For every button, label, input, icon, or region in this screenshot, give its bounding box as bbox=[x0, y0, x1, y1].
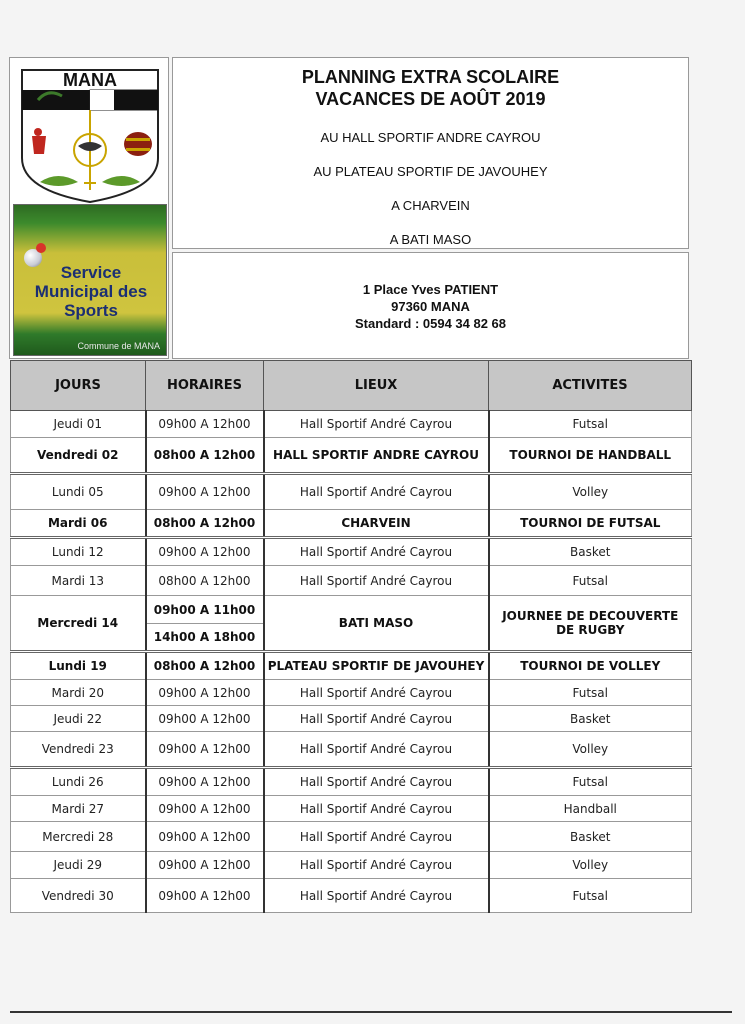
venue-4: A BATI MASO bbox=[389, 232, 472, 247]
cell-activite: JOURNEE DE DECOUVERTE DE RUGBY bbox=[489, 596, 692, 652]
address-line1: 1 Place Yves PATIENT bbox=[362, 282, 499, 297]
service-title bbox=[20, 263, 162, 320]
table-row bbox=[11, 879, 692, 913]
cell-jour: Lundi 05 bbox=[11, 474, 146, 510]
cell-activite: Futsal bbox=[489, 411, 692, 438]
cell-horaire: 09h00 A 12h00 bbox=[146, 538, 264, 566]
cell-activite: Futsal bbox=[489, 879, 692, 913]
cell-activite: TOURNOI DE VOLLEY bbox=[489, 652, 692, 680]
venue-3: A CHARVEIN bbox=[391, 198, 470, 213]
table-row bbox=[11, 566, 692, 596]
cell-lieu: CHARVEIN bbox=[264, 510, 489, 538]
table-row bbox=[11, 852, 692, 879]
service-line1: Service bbox=[60, 263, 122, 282]
title-panel bbox=[172, 57, 689, 249]
cell-jour: Vendredi 30 bbox=[11, 879, 146, 913]
venue-2: AU PLATEAU SPORTIF DE JAVOUHEY bbox=[313, 164, 548, 179]
cell-activite: Futsal bbox=[489, 680, 692, 706]
cell-lieu: Hall Sportif André Cayrou bbox=[264, 852, 489, 879]
cell-jour: Jeudi 01 bbox=[11, 411, 146, 438]
cell-lieu: Hall Sportif André Cayrou bbox=[264, 566, 489, 596]
cell-lieu: Hall Sportif André Cayrou bbox=[264, 680, 489, 706]
cell-horaire: 09h00 A 12h00 bbox=[146, 822, 264, 852]
table-row bbox=[11, 538, 692, 566]
address-panel bbox=[172, 252, 689, 359]
cell-activite: Basket bbox=[489, 822, 692, 852]
header-lieux: LIEUX bbox=[264, 361, 489, 411]
logo-panel bbox=[9, 57, 169, 359]
cell-lieu: Hall Sportif André Cayrou bbox=[264, 768, 489, 796]
cell-activite: Basket bbox=[489, 706, 692, 732]
service-sports-logo bbox=[13, 204, 167, 356]
cell-horaire: 09h00 A 12h00 bbox=[146, 879, 264, 913]
cell-jour: Mercredi 14 bbox=[11, 596, 146, 652]
cell-horaire: 09h00 A 12h00 bbox=[146, 411, 264, 438]
cell-activite: Futsal bbox=[489, 566, 692, 596]
header-activites: ACTIVITES bbox=[489, 361, 692, 411]
table-row bbox=[11, 796, 692, 822]
cell-horaire: 09h00 A 12h00 bbox=[146, 732, 264, 768]
address-phone: Standard : 0594 34 82 68 bbox=[354, 316, 507, 331]
table-header-row bbox=[11, 361, 692, 411]
cell-jour: Mardi 20 bbox=[11, 680, 146, 706]
table-row bbox=[11, 474, 692, 510]
cell-horaire: 08h00 A 12h00 bbox=[146, 510, 264, 538]
cell-jour: Jeudi 29 bbox=[11, 852, 146, 879]
service-line2: Municipal des bbox=[34, 282, 148, 301]
cell-lieu: Hall Sportif André Cayrou bbox=[264, 822, 489, 852]
cell-lieu: Hall Sportif André Cayrou bbox=[264, 796, 489, 822]
header-horaires: HORAIRES bbox=[146, 361, 264, 411]
cell-horaire: 08h00 A 12h00 bbox=[146, 438, 264, 474]
cell-jour: Mardi 06 bbox=[11, 510, 146, 538]
cell-lieu: HALL SPORTIF ANDRE CAYROU bbox=[264, 438, 489, 474]
cell-lieu: Hall Sportif André Cayrou bbox=[264, 538, 489, 566]
cell-activite: Volley bbox=[489, 852, 692, 879]
title-line2: VACANCES DE AOÛT 2019 bbox=[315, 89, 546, 109]
title-line1: PLANNING EXTRA SCOLAIRE bbox=[301, 67, 560, 87]
cell-jour: Mardi 13 bbox=[11, 566, 146, 596]
service-commune: Commune de MANA bbox=[77, 341, 160, 351]
cell-activite: Futsal bbox=[489, 768, 692, 796]
cell-horaire: 09h00 A 12h00 bbox=[146, 852, 264, 879]
ball-small-icon bbox=[36, 243, 46, 253]
cell-jour: Lundi 12 bbox=[11, 538, 146, 566]
cell-jour: Mardi 27 bbox=[11, 796, 146, 822]
service-line3: Sports bbox=[64, 301, 118, 320]
cell-lieu: BATI MASO bbox=[264, 596, 489, 652]
cell-jour: Mercredi 28 bbox=[11, 822, 146, 852]
cell-horaire: 09h00 A 12h00 bbox=[146, 680, 264, 706]
schedule-table bbox=[10, 360, 692, 913]
cell-jour: Vendredi 23 bbox=[11, 732, 146, 768]
cell-activite: Volley bbox=[489, 732, 692, 768]
table-row bbox=[11, 768, 692, 796]
cell-jour: Lundi 19 bbox=[11, 652, 146, 680]
cell-horaire: 09h00 A 12h00 bbox=[146, 768, 264, 796]
cell-horaire: 09h00 A 12h00 bbox=[146, 706, 264, 732]
table-row bbox=[11, 822, 692, 852]
cell-horaire: 09h00 A 11h00 bbox=[146, 596, 264, 624]
cell-horaire: 08h00 A 12h00 bbox=[146, 566, 264, 596]
cell-lieu: PLATEAU SPORTIF DE JAVOUHEY bbox=[264, 652, 489, 680]
cell-lieu: Hall Sportif André Cayrou bbox=[264, 732, 489, 768]
header-jours: JOURS bbox=[11, 361, 146, 411]
crest-name: MANA bbox=[63, 70, 117, 90]
cell-activite: TOURNOI DE HANDBALL bbox=[489, 438, 692, 474]
cell-activite: Basket bbox=[489, 538, 692, 566]
table-row bbox=[11, 680, 692, 706]
cell-jour: Lundi 26 bbox=[11, 768, 146, 796]
cell-lieu: Hall Sportif André Cayrou bbox=[264, 411, 489, 438]
cell-lieu: Hall Sportif André Cayrou bbox=[264, 706, 489, 732]
address-line2: 97360 MANA bbox=[391, 299, 470, 314]
table-row bbox=[11, 411, 692, 438]
page-title bbox=[173, 66, 688, 110]
cell-lieu: Hall Sportif André Cayrou bbox=[264, 474, 489, 510]
bottom-rule bbox=[10, 1011, 732, 1013]
table-row bbox=[11, 706, 692, 732]
cell-horaire: 08h00 A 12h00 bbox=[146, 652, 264, 680]
cell-horaire: 09h00 A 12h00 bbox=[146, 474, 264, 510]
cell-horaire: 14h00 A 18h00 bbox=[146, 624, 264, 652]
venue-1: AU HALL SPORTIF ANDRE CAYROU bbox=[320, 130, 541, 145]
cell-lieu: Hall Sportif André Cayrou bbox=[264, 879, 489, 913]
cell-horaire: 09h00 A 12h00 bbox=[146, 796, 264, 822]
cell-jour: Vendredi 02 bbox=[11, 438, 146, 474]
table-row bbox=[11, 510, 692, 538]
cell-activite: TOURNOI DE FUTSAL bbox=[489, 510, 692, 538]
table-row bbox=[11, 596, 692, 624]
cell-activite: Handball bbox=[489, 796, 692, 822]
cell-activite: Volley bbox=[489, 474, 692, 510]
cell-jour: Jeudi 22 bbox=[11, 706, 146, 732]
table-row bbox=[11, 652, 692, 680]
table-row bbox=[11, 732, 692, 768]
table-row bbox=[11, 438, 692, 474]
